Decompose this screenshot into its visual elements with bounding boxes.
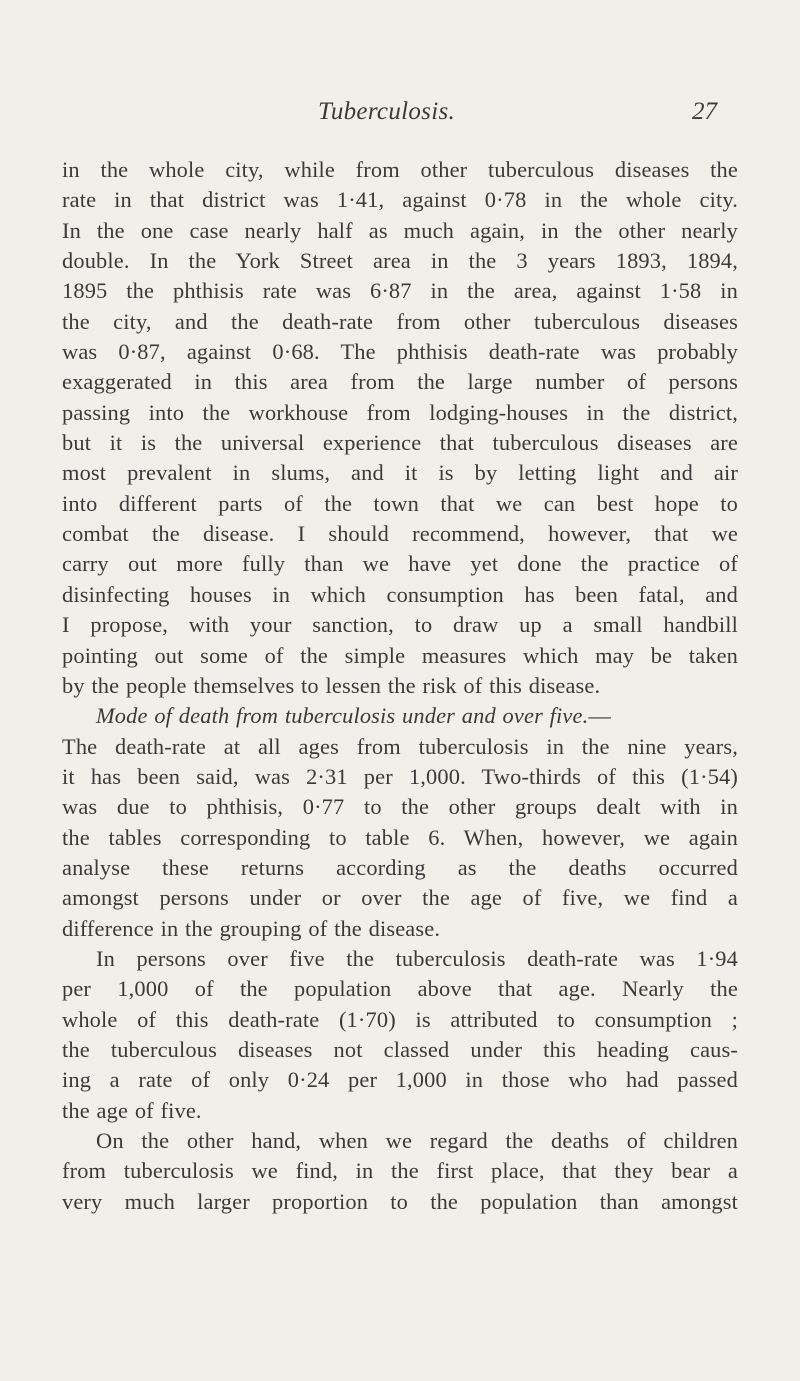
text-line: but it is the universal experience that tuberculous diseases are <box>62 430 738 456</box>
paragraph-continuation <box>62 155 738 701</box>
text-line: in the whole city, while from other tuberculous diseases the <box>62 157 738 182</box>
text-line: carry out more fully than we have yet done the practice of <box>62 551 738 577</box>
text-line: very much larger proportion to the population than amongst <box>62 1188 738 1214</box>
text-line: the age of five. <box>62 1097 202 1123</box>
section-heading: Mode of death from tuberculosis under and over five. <box>96 703 589 729</box>
text-line: most prevalent in slums, and it is by letting light and air <box>62 460 738 486</box>
text-line: difference in the grouping of the disease. <box>62 915 441 941</box>
text-line: passing into the workhouse from lodging-houses in the district, <box>62 399 738 425</box>
text-line: it has been said, was 2·31 per 1,000. Two-thirds of this (1·54) <box>62 763 738 789</box>
text-line: The death-rate at all ages from tuberculosis in the nine years, <box>62 733 738 759</box>
paragraph-children <box>62 1126 738 1217</box>
text-line: rate in that district was 1·41, against 0·78 in the whole city. <box>62 187 738 213</box>
text-line: 1895 the phthisis rate was 6·87 in the area, against 1·58 in <box>62 278 738 304</box>
text-line: the city, and the death-rate from other tuberculous diseases <box>62 308 738 334</box>
text-line: was due to phthisis, 0·77 to the other groups dealt with in <box>62 794 738 820</box>
running-title: Tuberculosis. <box>318 98 456 125</box>
text-line: into different parts of the town that we can best hope to <box>62 490 738 516</box>
heading-dash: — <box>588 703 611 729</box>
text-line: I propose, with your sanction, to draw up a small handbill <box>62 612 738 638</box>
text-line: from tuberculosis we find, in the first place, that they bear a <box>62 1158 738 1184</box>
section-heading-line <box>62 701 738 731</box>
text-line: ing a rate of only 0·24 per 1,000 in those who had passed <box>62 1067 738 1093</box>
running-head <box>0 98 800 138</box>
text-line: exaggerated in this area from the large number of persons <box>62 369 738 395</box>
paragraph-over-five <box>62 944 738 1126</box>
text-line: double. In the York Street area in the 3 years 1893, 1894, <box>62 248 738 274</box>
text-line: combat the disease. I should recommend, however, that we <box>62 521 738 547</box>
text-line: In the one case nearly half as much again, in the other nearly <box>62 217 738 243</box>
text-line: analyse these returns according as the deaths occurred <box>62 854 738 880</box>
body-text <box>62 155 738 1217</box>
text-line: by the people themselves to lessen the risk of this disease. <box>62 672 601 698</box>
text-line: was 0·87, against 0·68. The phthisis death-rate was probably <box>62 339 738 365</box>
text-line: pointing out some of the simple measures which may be taken <box>62 642 738 668</box>
text-line: amongst persons under or over the age of five, we find a <box>62 885 738 911</box>
page-number: 27 <box>692 98 717 125</box>
text-line: disinfecting houses in which consumption has been fatal, and <box>62 581 738 607</box>
text-line: On the other hand, when we regard the deaths of children <box>96 1128 738 1153</box>
text-line: the tuberculous diseases not classed under this heading caus- <box>62 1036 738 1062</box>
text-line: the tables corresponding to table 6. When, however, we again <box>62 824 738 850</box>
text-line: per 1,000 of the population above that age. Nearly the <box>62 976 738 1002</box>
text-line: In persons over five the tuberculosis death-rate was 1·94 <box>96 945 738 971</box>
paragraph-mode-of-death <box>62 701 738 944</box>
text-line: whole of this death-rate (1·70) is attributed to consumption ; <box>62 1006 738 1032</box>
